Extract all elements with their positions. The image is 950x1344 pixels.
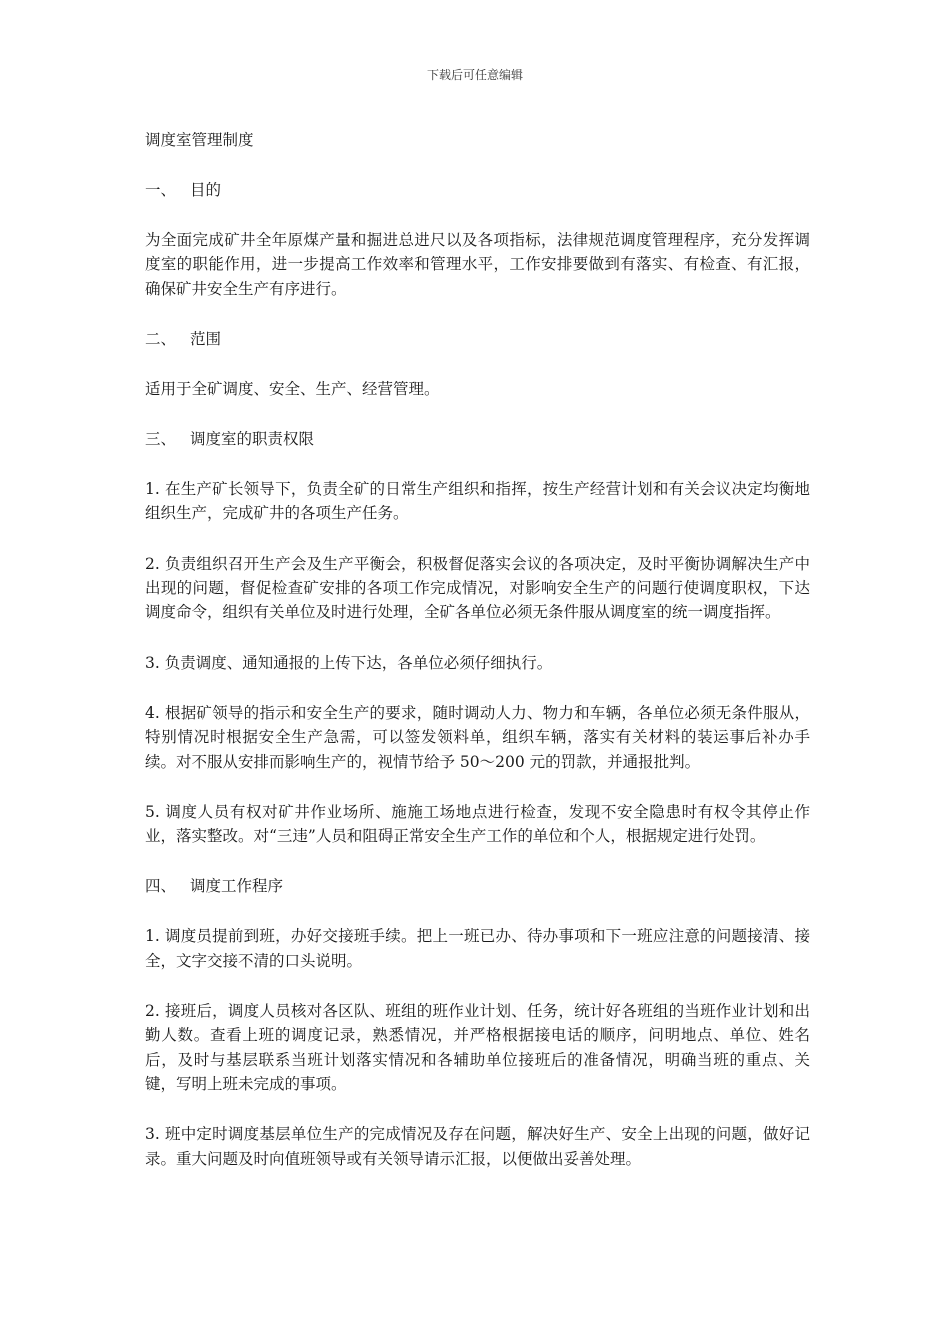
section-heading-purpose: [145, 178, 810, 202]
paragraph: 1. 调度员提前到班，办好交接班手续。把上一班已办、待办事项和下一班应注意的问题接清、接全，文字交接不清的口头说明。: [145, 927, 810, 970]
paragraph: 3. 班中定时调度基层单位生产的完成情况及存在问题，解决好生产、安全上出现的问题，做好记录。重大问题及时向值班领导或有关领导请示汇报，以便做出妥善处理。: [145, 1125, 810, 1168]
paragraph: 3. 负责调度、通知通报的上传下达，各单位必须仔细执行。: [145, 653, 553, 672]
paragraph: 适用于全矿调度、安全、生产、经营管理。: [145, 379, 440, 398]
section-title: 目的: [190, 181, 222, 199]
section-heading-procedure: [145, 874, 810, 898]
section-number: 二、: [145, 329, 177, 348]
section-number: 三、: [145, 430, 177, 449]
section-title: 调度室的职责权限: [190, 430, 315, 449]
paragraph: 5. 调度人员有权对矿井作业场所、施施工场地点进行检查，发现不安全隐患时有权令其停止作业，落实整改。对“三违”人员和阻碍正常安全生产工作的单位和个人，根据规定进行处罚。: [145, 802, 810, 846]
section-number: 一、: [145, 181, 177, 199]
paragraph: 1. 在生产矿长领导下，负责全矿的日常生产组织和指挥，按生产经营计划和有关会议决定均衡地组织生产，完成矿井的各项生产任务。: [145, 480, 810, 523]
page-header-note: 下载后可任意编辑: [426, 68, 523, 82]
section-number: 四、: [145, 877, 177, 896]
section-title: 范围: [190, 329, 222, 348]
paragraph: 为全面完成矿井全年原煤产量和掘进总进尺以及各项指标，法律规范调度管理程序，充分发挥调度室的职能作用，进一步提高工作效率和管理水平，工作安排要做到有落实、有检查、有汇报，确保矿井安全生产有序进行。: [145, 231, 810, 298]
paragraph: 2. 接班后，调度人员核对各区队、班组的班作业计划、任务，统计好各班组的当班作业计划和出勤人数。查看上班的调度记录，熟悉情况，并严格根据接电话的顺序，问明地点、单位、姓名后，及时与基层联系当班计划落实情况和各辅助单位接班后的准备情况，明确当班的重点、关键，写明上班未完成的事项。: [145, 1002, 810, 1093]
section-heading-scope: [145, 327, 810, 351]
section-heading-duties: [145, 427, 810, 451]
section-title: 调度工作程序: [190, 877, 284, 896]
paragraph: 4. 根据矿领导的指示和安全生产的要求，随时调动人力、物力和车辆，各单位必须无条件服从，特别情况时根据安全生产急需，可以签发领料单，组织车辆，落实有关材料的装运事后补办手续。对不服从安排而影响生产的，视情节给予 50～200 元的罚款，并通报批判。: [145, 703, 810, 771]
document-title: 调度室管理制度: [145, 131, 254, 149]
document-body: [145, 128, 810, 1197]
paragraph: 2. 负责组织召开生产会及生产平衡会，积极督促落实会议的各项决定，及时平衡协调解决生产中出现的问题，督促检查矿安排的各项工作完成情况，对影响安全生产的问题行使调度职权，下达调度命令，组织有关单位及时进行处理，全矿各单位必须无条件服从调度室的统一调度指挥。: [145, 554, 810, 622]
